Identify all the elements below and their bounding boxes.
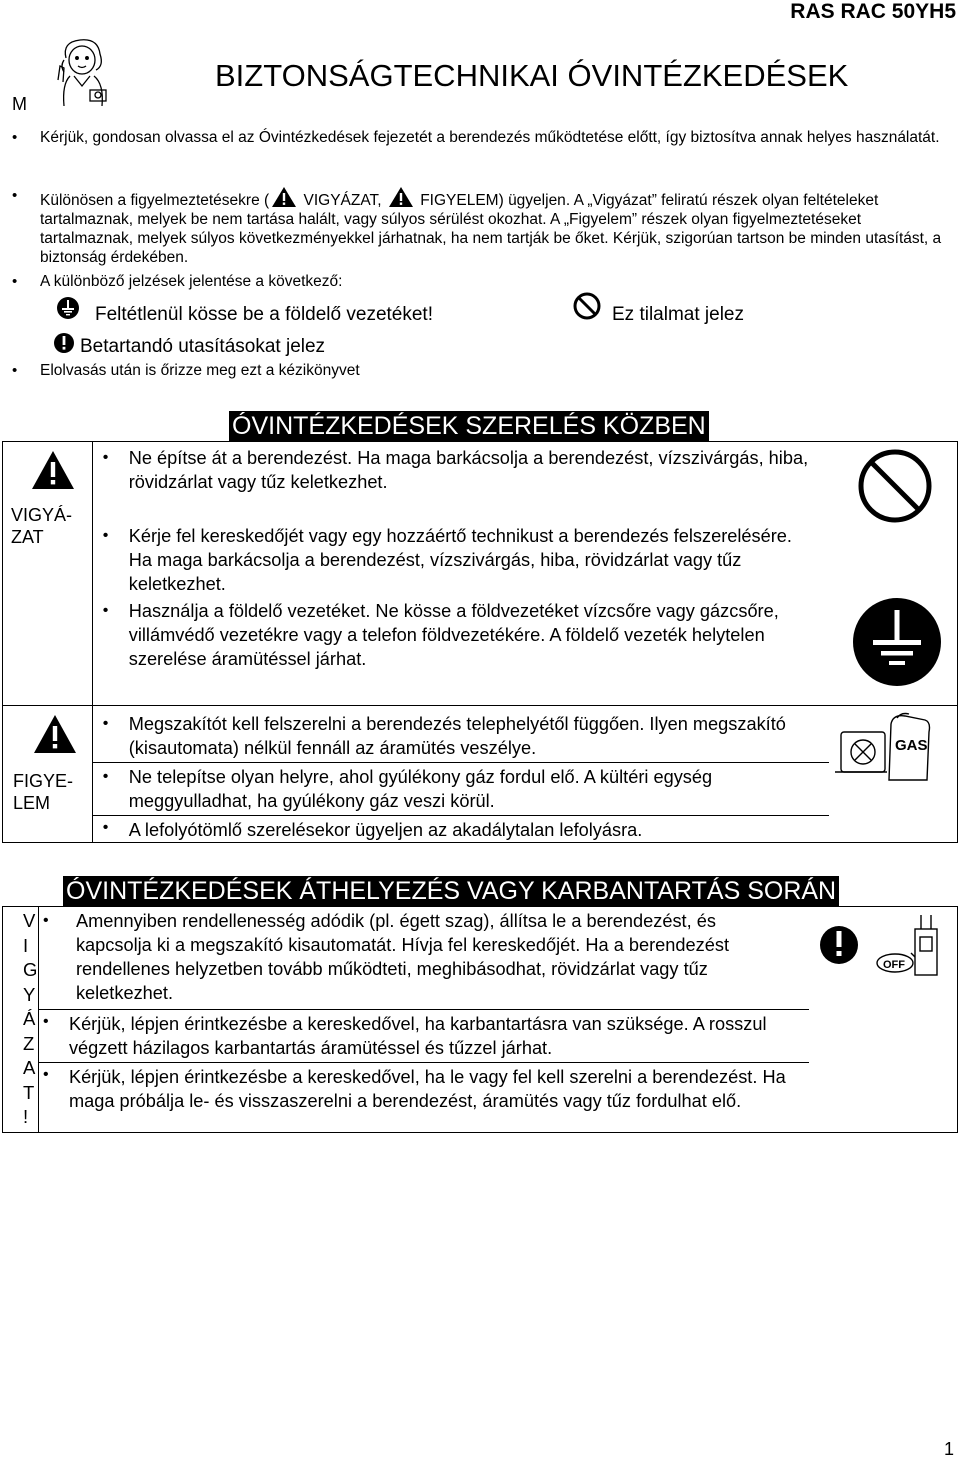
maintenance-items-cell — [38, 907, 809, 1133]
bullet-icon: • — [102, 527, 109, 544]
margin-letter: M — [12, 94, 27, 114]
prohibition-icon — [572, 291, 602, 321]
list-item: • Ne telepítse olyan helyre, ahol gyúlékony gáz fordul elő. A kültéri egység meggyulladhat, ha gyúlékony gáz veszi körül. — [102, 767, 713, 811]
list-item: • Kérje fel kereskedőjét vagy egy hozzáértő technikust a berendezés felszerelésére. Ha maga barkácsolja a berendezést, vízszivárgás, hiba, rövidzárlat vagy tűz keletkezhet. — [102, 526, 792, 594]
bullet-icon: • — [12, 273, 18, 290]
vertical-warning-label: V I G Y Á Z A T ! — [23, 910, 38, 1127]
off-label: OFF — [882, 959, 905, 971]
page-title: BIZTONSÁGTECHNIKAI ÓVINTÉZKEDÉSEK — [215, 58, 849, 93]
caution-icons-cell — [829, 706, 958, 843]
list-item: • A lefolyótömlő szerelésekor ügyeljen az akadálytalan lefolyásra. — [93, 815, 829, 842]
bullet-icon: • — [12, 362, 18, 379]
caution-label: FIGYE-LEM — [13, 771, 74, 813]
list-item: • Amennyiben rendellenesség adódik (pl. égett szag), állítsa le a berendezést, és kapcsolja ki a megszakító kisautomatát. Hívja fel kereskedőjét. Ha a berendezést rendellenes helyzetben tovább működteti, meghibásodhat, rövidzárlat vagy tűz keletkezhet. — [42, 911, 729, 1003]
list-item: • Kérjük, lépjen érintkezésbe a kereskedővel, ha le vagy fel kell szerelni a berendezést. Ha maga próbálja le- és visszaszerelni a berendezést, áramütés vagy tűz fordulhat elő. — [39, 1062, 809, 1113]
page-number: 1 — [943, 1439, 954, 1459]
bullet-icon: • — [102, 449, 109, 466]
ground-connection-icon — [851, 596, 943, 688]
gas-hazard-icon — [835, 710, 935, 790]
caution-triangle-icon — [388, 186, 414, 208]
bullet-icon: • — [102, 602, 109, 619]
legend-mandatory-text: Betartandó utasításokat jelez — [80, 336, 326, 357]
gas-label: GAS — [894, 737, 928, 754]
warning-triangle-icon — [31, 450, 75, 490]
legend-prohibit-text: Ez tilalmat jelez — [612, 304, 744, 325]
list-item: • Használja a földelő vezetéket. Ne kösse a földvezetéket vízcsőre vagy gázcsőre, villámvédő vezetékre vagy a telefon földvezetékére. A földelő vezeték helytelen szerelése áramütéssel járhat. — [102, 601, 779, 669]
section-title-installation: ÓVINTÉZKEDÉSEK SZERELÉS KÖZBEN — [229, 411, 709, 441]
bullet-icon: • — [102, 768, 109, 785]
list-item: • Megszakítót kell felszerelni a berendezés telephelyétől függően. Ilyen megszakító (kisautomata) nélkül fennáll az áramütés veszélye. — [93, 712, 829, 763]
warning-label-cell — [3, 442, 93, 706]
bullet-icon: • — [12, 129, 18, 146]
legend-ground-text: Feltétlenül kösse be a földelő vezetéket! — [95, 304, 433, 325]
prohibition-icon — [855, 446, 935, 526]
intro-paragraph-4: • Elolvasás után is őrizze meg ezt a kézikönyvet — [12, 362, 360, 379]
mandatory-icon — [53, 332, 75, 354]
maintenance-precautions-table — [2, 906, 958, 1133]
maintenance-icons-cell — [809, 907, 958, 1133]
mascot-illustration — [52, 36, 114, 108]
model-number: RAS RAC 50YH5 — [790, 0, 956, 23]
bullet-icon: • — [42, 1013, 49, 1030]
warning-items-cell — [92, 442, 829, 706]
bullet-icon: • — [42, 1066, 49, 1083]
bullet-icon: • — [102, 715, 109, 732]
installation-precautions-table — [2, 441, 958, 843]
list-item: • Kérjük, lépjen érintkezésbe a kereskedővel, ha karbantartásra van szüksége. A rosszul végzett házilagos karbantartás áramütéssel és tűzzel járhat. — [39, 1009, 809, 1060]
warning-icons-cell — [829, 442, 958, 706]
warning-label: VIGYÁ-ZAT — [11, 505, 73, 547]
list-item: • Ne építse át a berendezést. Ha maga barkácsolja a berendezést, vízszivárgás, hiba, rövidzárlat vagy tűz keletkezhet. — [102, 448, 809, 492]
warning-triangle-icon — [271, 186, 297, 208]
bullet-icon: • — [102, 819, 109, 836]
intro-paragraph-2: • Különösen a figyelmeztetésekre ( VIGYÁZAT, FIGYELEM) ügyeljen. A „Vigyázat” feliratú részek olyan feltételeket tartalmaznak, melyek be nem tartása halált, vagy súlyos sérülést okozhat. A „Figyelem” részek olyan figyelmeztetéseket tartalmaznak, melyek súlyos következményekkel járhatnak, ha nem tartják be őket. Kérjük, szigorúan tartson be minden utasítást, a biztonság érdekében. — [12, 187, 942, 266]
vertical-warning-label-cell — [3, 907, 39, 1133]
bullet-icon: • — [12, 187, 18, 204]
caution-triangle-icon — [33, 714, 77, 754]
caution-label-cell — [3, 706, 93, 843]
intro-paragraph-1: • Kérjük, gondosan olvassa el az Óvintézkedések fejezetét a berendezés működtetése előtt, így biztosítva annak helyes használatát. — [12, 129, 940, 146]
ground-connection-icon — [56, 296, 80, 320]
intro-paragraph-3: • A különböző jelzések jelentése a következő: — [12, 273, 343, 290]
section-title-maintenance: ÓVINTÉZKEDÉSEK ÁTHELYEZÉS VAGY KARBANTARTÁS SORÁN — [63, 876, 839, 906]
switch-off-icon — [817, 913, 957, 983]
caution-items-cell — [92, 706, 829, 843]
bullet-icon: • — [42, 912, 49, 929]
